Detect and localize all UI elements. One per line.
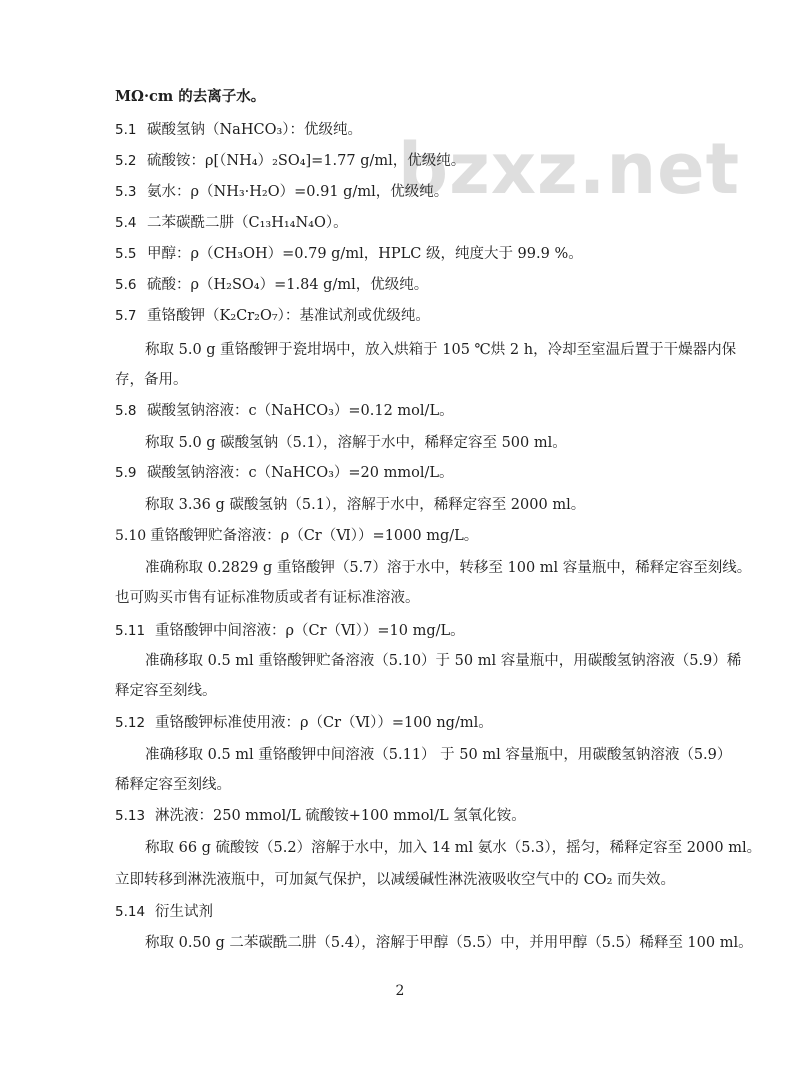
line-text: 称取 66 g 硫酸铵（5.2）溶解于水中，加入 14 ml 氨水（5.3），摇匀，稀释定容至 2000 ml。 [145, 840, 762, 856]
list-item [115, 526, 800, 546]
item-text: 硫酸：ρ（H₂SO₄）=1.84 g/ml，优级纯。 [147, 277, 429, 293]
item-number: 5.1 [115, 122, 137, 138]
item-text: 碳酸氢钠溶液：c（NaHCO₃）=20 mmol/L。 [147, 465, 454, 481]
paragraph-line [145, 745, 800, 765]
list-item [115, 275, 800, 295]
item-text: 衍生试剂 [155, 904, 213, 920]
paragraph-line [145, 838, 800, 858]
item-number: 5.12 [115, 715, 146, 731]
item-number: 5.2 [115, 153, 137, 169]
paragraph-line [115, 775, 800, 795]
page-number: 2 [395, 983, 405, 999]
paragraph-line [145, 340, 800, 360]
line-text: 立即转移到淋洗液瓶中，可加氮气保护，以减缓碱性淋洗液吸收空气中的 CO₂ 而失效。 [115, 872, 676, 888]
item-number: 5.13 [115, 808, 146, 824]
line-text: 称取 0.50 g 二苯碳酰二肼（5.4），溶解于甲醇（5.5）中，并用甲醇（5.5）稀释至 100 ml。 [145, 935, 753, 951]
item-text: 重铬酸钾标准使用液：ρ（Cr（Ⅵ））=100 ng/ml。 [155, 715, 493, 731]
item-text: 碳酸氢钠溶液：c（NaHCO₃）=0.12 mol/L。 [147, 403, 454, 419]
paragraph-line [115, 370, 800, 390]
item-text: 重铬酸钾中间溶液：ρ（Cr（Ⅵ））=10 mg/L。 [155, 623, 465, 639]
paragraph-line [145, 933, 800, 953]
item-number: 5.5 [115, 246, 137, 262]
line-text: 也可购买市售有证标准物质或者有证标准溶液。 [115, 590, 420, 606]
line-text: 准确移取 0.5 ml 重铬酸钾贮备溶液（5.10）于 50 ml 容量瓶中，用碳酸氢钠溶液（5.9）稀 [145, 653, 742, 669]
list-item [115, 182, 800, 202]
line-text: 存，备用。 [115, 372, 188, 388]
item-text: 氨水：ρ（NH₃·H₂O）=0.91 g/ml，优级纯。 [147, 184, 449, 200]
paragraph-line [145, 651, 800, 671]
paragraph-line [145, 558, 800, 578]
paragraph-line [115, 681, 800, 701]
paragraph-line [115, 870, 800, 890]
item-text: 碳酸氢钠（NaHCO₃）：优级纯。 [147, 122, 363, 138]
item-number: 5.3 [115, 184, 137, 200]
watermark: bzxz.net [398, 128, 741, 210]
item-number: 5.11 [115, 623, 146, 639]
item-number: 5.6 [115, 277, 137, 293]
item-number: 5.4 [115, 215, 137, 231]
item-text: 硫酸铵：ρ[（NH₄）₂SO₄]=1.77 g/ml，优级纯。 [147, 153, 466, 169]
line-text: 称取 3.36 g 碳酸氢钠（5.1），溶解于水中，稀释定容至 2000 ml。 [145, 497, 586, 513]
list-item [115, 401, 800, 421]
item-number: 5.8 [115, 403, 137, 419]
line-text: 称取 5.0 g 碳酸氢钠（5.1），溶解于水中，稀释定容至 500 ml。 [145, 435, 567, 451]
list-item [115, 120, 800, 140]
list-item [115, 806, 800, 826]
line-text: MΩ·cm 的去离子水。 [115, 88, 266, 105]
item-text: 重铬酸钾（K₂Cr₂O₇）：基准试剂或优级纯。 [147, 308, 430, 324]
line-text: 准确称取 0.2829 g 重铬酸钾（5.7）溶于水中，转移至 100 ml 容量瓶中，稀释定容至刻线。 [145, 560, 752, 576]
item-text: 重铬酸钾贮备溶液：ρ（Cr（Ⅵ））=1000 mg/L。 [150, 528, 479, 544]
list-item [115, 151, 800, 171]
item-text: 甲醇：ρ（CH₃OH）=0.79 g/ml，HPLC 级，纯度大于 99.9 %。 [147, 246, 583, 262]
list-item [115, 463, 800, 483]
line-text: 准确移取 0.5 ml 重铬酸钾中间溶液（5.11） 于 50 ml 容量瓶中，用碳酸氢钠溶液（5.9） [145, 747, 732, 763]
item-number: 5.9 [115, 465, 137, 481]
list-item [115, 244, 800, 264]
list-item [115, 902, 800, 922]
list-item [115, 213, 800, 233]
line-text: 稀释定容至刻线。 [115, 777, 231, 793]
list-item [115, 306, 800, 326]
line-text: 释定容至刻线。 [115, 683, 217, 699]
item-text: 二苯碳酰二肼（C₁₃H₁₄N₄O）。 [147, 215, 348, 231]
list-item [115, 621, 800, 641]
item-number: 5.10 [115, 528, 147, 544]
paragraph-line [145, 433, 800, 453]
paragraph-line [115, 588, 800, 608]
paragraph-line [145, 495, 800, 515]
line-text: 称取 5.0 g 重铬酸钾于瓷坩埚中，放入烘箱于 105 ℃烘 2 h，冷却至室温后置于干燥器内保 [145, 342, 737, 358]
list-item [115, 713, 800, 733]
item-text: 淋洗液：250 mmol/L 硫酸铵+100 mmol/L 氢氧化铵。 [155, 808, 526, 824]
text-line [115, 87, 800, 107]
item-number: 5.14 [115, 904, 146, 920]
item-number: 5.7 [115, 308, 137, 324]
